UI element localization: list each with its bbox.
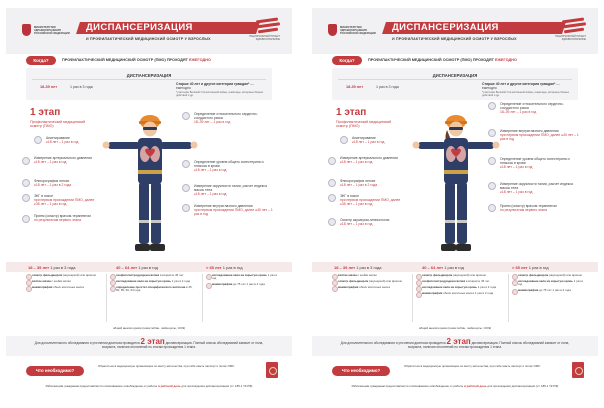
- callout-therapist: Прием (осмотр) врачом-терапевтом по результатам первого этапа: [500, 204, 557, 212]
- page-subtitle: И ПРОФИЛАКТИЧЕСКИЙ МЕДИЦИНСКИЙ ОСМОТР У ВЗРОСЛЫХ: [86, 37, 211, 41]
- col-18-39: [332, 274, 406, 332]
- divider: [106, 274, 107, 322]
- lungs-icon: [22, 179, 30, 187]
- poster-male: [6, 8, 292, 400]
- worker-figure-illustration: [98, 104, 202, 264]
- schedule-age: 18-39 лет: [346, 85, 364, 89]
- col-header-1: 18 – 39 лет 1 раз в 3 года: [28, 265, 76, 270]
- header: [6, 8, 292, 54]
- col-header-3: > 65 лет 1 раз в год: [512, 265, 549, 270]
- col-header-3: > 65 лет 1 раз в год: [206, 265, 243, 270]
- page-title: ДИСПАНСЕРИЗАЦИЯ: [392, 22, 499, 33]
- list-item: маммография обеих молочных желез: [332, 286, 406, 289]
- age-table: [12, 274, 286, 334]
- when-row: [312, 56, 598, 66]
- list-item: исследование кала на скрытую кровь 1 раз в год: [206, 274, 282, 281]
- schedule-title: ДИСПАНСЕРИЗАЦИЯ: [432, 73, 478, 78]
- when-badge: Когда?: [26, 56, 56, 65]
- schedule-title: ДИСПАНСЕРИЗАЦИЯ: [126, 73, 172, 78]
- ecg-icon: [328, 194, 336, 202]
- doctor-icon: [22, 215, 30, 223]
- callout-cholesterol: Определение уровня общего холестерина и глюкозы в крови ≥18 лет – 1 раз в год: [194, 160, 264, 172]
- when-text: ПРОФИЛАКТИЧЕСКИЙ МЕДИЦИНСКИЙ ОСМОТР (ПМО) ПРОХОДЯТ ЕЖЕГОДНО: [368, 58, 517, 62]
- callout-gynecologist: Осмотр акушером-гинекологом ≥18 лет – 1 раз в год: [340, 218, 390, 226]
- col-18-39: [26, 274, 100, 332]
- callout-fluorography: Флюорография легких ≥18 лет – 1 раз в 2 года: [34, 179, 72, 187]
- list-item: взятие мазка с шейки матки: [332, 274, 406, 277]
- callout-ecg: ЭКГ в покое при первом прохождении ПМО, далее ≥35 лет – 1 раз в год: [34, 194, 95, 206]
- project-logo-icon: [252, 18, 282, 34]
- tonometer-icon: [328, 157, 336, 165]
- ministry-logo: [328, 22, 378, 38]
- schedule-frequency: 1 раз в 3 года: [70, 85, 93, 89]
- divider: [202, 274, 203, 322]
- needed-text: Обратиться в медицинскую организацию по месту жительства, при себе иметь паспорт и полис ОМС: [98, 364, 235, 368]
- footnote: Работающим гражданам предоставляется оплачиваемое освобождение от работы в рабочий день для прохождения диспансеризации (ст. 185.1 ТК РФ): [351, 384, 559, 388]
- needed-row: [6, 360, 292, 386]
- age-table-header: [6, 262, 292, 272]
- callout-therapist: Прием (осмотр) врачом-терапевтом по результатам первого этапа: [34, 214, 91, 222]
- needed-badge: Что необходимо?: [332, 366, 390, 376]
- poster-female: [312, 8, 598, 400]
- col-65-plus: [206, 274, 282, 332]
- divider: [338, 79, 572, 80]
- col-header-1: 18 – 39 лет 1 раз в 3 года: [334, 265, 382, 270]
- stage2-panel: [6, 336, 292, 356]
- list-item: осмотр фельдшером (акушеркой) или врачом: [26, 274, 100, 277]
- questionnaire-icon: [340, 136, 348, 144]
- page-subtitle: И ПРОФИЛАКТИЧЕСКИЙ МЕДИЦИНСКИЙ ОСМОТР У ВЗРОСЛЫХ: [392, 37, 517, 41]
- callout-blood-pressure: Измерение артериального давления ≥18 лет – 1 раз в год: [34, 156, 92, 164]
- callout-fluorography: Флюорография легких ≥18 лет – 1 раз в 2 года: [340, 179, 378, 187]
- needed-text: Обратиться в медицинскую организацию по месту жительства, при себе иметь паспорт и полис ОМС: [404, 364, 541, 368]
- callout-questionnaire: Анкетирование ≥18 лет – 1 раз в год: [46, 136, 79, 144]
- when-row: [6, 56, 292, 66]
- ministry-name: МИНИСТЕРСТВО ЗДРАВООХРАНЕНИЯ РОССИЙСКОЙ ФЕДЕРАЦИИ: [340, 25, 376, 35]
- callout-cardio-risk: Определение относительного сердечно-сосудистого риска 18–39 лет – 1 раз в год: [500, 102, 564, 114]
- list-item: исследование кала на скрытую кровь 1 раз в 2 года: [110, 280, 196, 283]
- project-name: НАЦИОНАЛЬНЫЙ ПРОЕКТ ЗДРАВООХРАНЕНИЕ: [555, 35, 586, 41]
- schedule-panel: [332, 68, 578, 100]
- col-header-2: 40 – 64 лет 1 раз в год: [422, 265, 464, 270]
- schedule-frequency: 1 раз в 3 года: [376, 85, 399, 89]
- lungs-icon: [328, 179, 336, 187]
- ecg-icon: [22, 194, 30, 202]
- stage2-text: Для дополнительного обследования и уточнения диагноза проводится 2 этап диспансеризации. Полный список обследований зависит от пола, возраста, наличия отклонений по итогам прохождения 1 этапа.: [34, 337, 264, 349]
- stage-title: 1 этап: [336, 107, 367, 118]
- divider: [32, 79, 266, 80]
- header: [312, 8, 598, 54]
- emblem-icon: [22, 24, 31, 36]
- list-item: осмотр фельдшером (акушеркой) или врачом: [512, 274, 588, 277]
- callout-waist: Измерение окружности талии, расчет индекса массы тела ≥18 лет – 1 раз в год: [194, 184, 267, 196]
- schedule-panel: [26, 68, 272, 100]
- footnote: Работающим гражданам предоставляется оплачиваемое освобождение от работы в рабочий день для прохождения диспансеризации (ст. 185.1 ТК РФ): [45, 384, 253, 388]
- callout-blood-pressure: Измерение артериального давления ≥18 лет – 1 раз в год: [340, 156, 398, 164]
- list-item: эзофагогастродуоденоскопия в возрасте 45 лет: [416, 280, 502, 283]
- stage2-panel: [312, 336, 598, 356]
- tonometer-icon: [22, 157, 30, 165]
- when-badge: Когда?: [332, 56, 362, 65]
- list-item: исследование кала на скрытую кровь 1 раз в 2 года: [416, 286, 502, 289]
- schedule-older: Старше 40 лет и другие категории граждан* — ежегодно *участники Великой Отечественной войны, инвалиды, ветераны боевых действий и др.: [176, 82, 264, 97]
- stage-subtitle: Профилактический медицинский осмотр (ПМО): [30, 120, 86, 129]
- schedule-age: 18-39 лет: [40, 85, 58, 89]
- emblem-icon: [328, 24, 337, 36]
- callout-waist: Измерение окружности талии, расчет индекса массы тела ≥18 лет – 1 раз в год: [500, 182, 573, 194]
- callout-ecg: ЭКГ в покое при первом прохождении ПМО, далее ≥35 лет – 1 раз в год: [340, 194, 401, 206]
- list-item: маммография обеих молочных желез 1 раз в 2 года: [416, 292, 502, 295]
- stage2-text: Для дополнительного обследования и уточнения диагноза проводится 2 этап диспансеризации. Полный список обследований зависит от пола, возраста, наличия отклонений по итогам прохождения 1 этапа.: [340, 337, 570, 349]
- when-text: ПРОФИЛАКТИЧЕСКИЙ МЕДИЦИНСКИЙ ОСМОТР (ПМО) ПРОХОДЯТ ЕЖЕГОДНО: [62, 58, 211, 62]
- list-item: взятие мазка с шейки матки: [26, 280, 100, 283]
- questionnaire-icon: [34, 136, 42, 144]
- worker-figure-illustration: [404, 104, 508, 264]
- ministry-name: МИНИСТЕРСТВО ЗДРАВООХРАНЕНИЯ РОССИЙСКОЙ ФЕДЕРАЦИИ: [34, 25, 70, 35]
- ministry-logo: [22, 22, 72, 38]
- passport-icon: [572, 362, 584, 378]
- gynecologist-icon: [328, 218, 336, 226]
- list-item: осмотр фельдшером (акушеркой) или врачом: [332, 280, 406, 283]
- list-item: исследование кала на скрытую кровь 1 раз в год: [512, 280, 588, 287]
- col-40-64: [416, 274, 502, 332]
- callout-eye-pressure: Измерение внутриглазного давления при первом прохождении ПМО, далее ≥40 лет – 1 раз в год: [194, 204, 273, 216]
- stage-title: 1 этап: [30, 107, 61, 118]
- divider: [508, 274, 509, 322]
- divider: [412, 274, 413, 322]
- schedule-older: Старше 40 лет и другие категории граждан* — ежегодно *участники Великой Отечественной войны, инвалиды, ветераны боевых действий и др.: [482, 82, 570, 97]
- callout-questionnaire: Анкетирование ≥18 лет – 1 раз в год: [352, 136, 385, 144]
- callout-cholesterol: Определение уровня общего холестерина и глюкозы в крови ≥18 лет – 1 раз в год: [500, 157, 570, 169]
- col-65-plus: [512, 274, 588, 332]
- project-name: НАЦИОНАЛЬНЫЙ ПРОЕКТ ЗДРАВООХРАНЕНИЕ: [249, 35, 280, 41]
- stage-subtitle: Профилактический медицинский осмотр (ПМО): [336, 120, 392, 129]
- age-table: [318, 274, 592, 334]
- all-ages-note: общий анализ крови (гемоглобин, лейкоциты, СОЭ): [418, 326, 492, 330]
- col-header-2: 40 – 64 лет 1 раз в год: [116, 265, 158, 270]
- list-item: эзофагогастродуоденоскопия в возрасте 45 лет: [110, 274, 196, 277]
- needed-row: [312, 360, 598, 386]
- project-logo-icon: [558, 18, 588, 34]
- needed-badge: Что необходимо?: [26, 366, 84, 376]
- list-item: маммография до 75 лет 1 раз в 2 года: [206, 283, 282, 286]
- list-item: маммография до 75 лет 1 раз в 2 года: [512, 289, 588, 292]
- callout-eye-pressure: Измерение внутриглазного давления при первом прохождении ПМО, далее ≥40 лет – 1 раз в год: [500, 129, 579, 141]
- page-title: ДИСПАНСЕРИЗАЦИЯ: [86, 22, 193, 33]
- col-40-64: [110, 274, 196, 332]
- age-table-header: [312, 262, 598, 272]
- all-ages-note: общий анализ крови (гемоглобин, лейкоциты, СОЭ): [112, 326, 186, 330]
- list-item: определение простат-специфического антигена в 45, 50, 55, 60, 64 года: [110, 286, 196, 293]
- list-item: маммография обеих молочных желез: [26, 286, 100, 289]
- passport-icon: [266, 362, 278, 378]
- callout-cardio-risk: Определение относительного сердечно-сосудистого риска 18–39 лет – 1 раз в год: [194, 112, 258, 124]
- list-item: осмотр фельдшером (акушеркой) или врачом: [416, 274, 502, 277]
